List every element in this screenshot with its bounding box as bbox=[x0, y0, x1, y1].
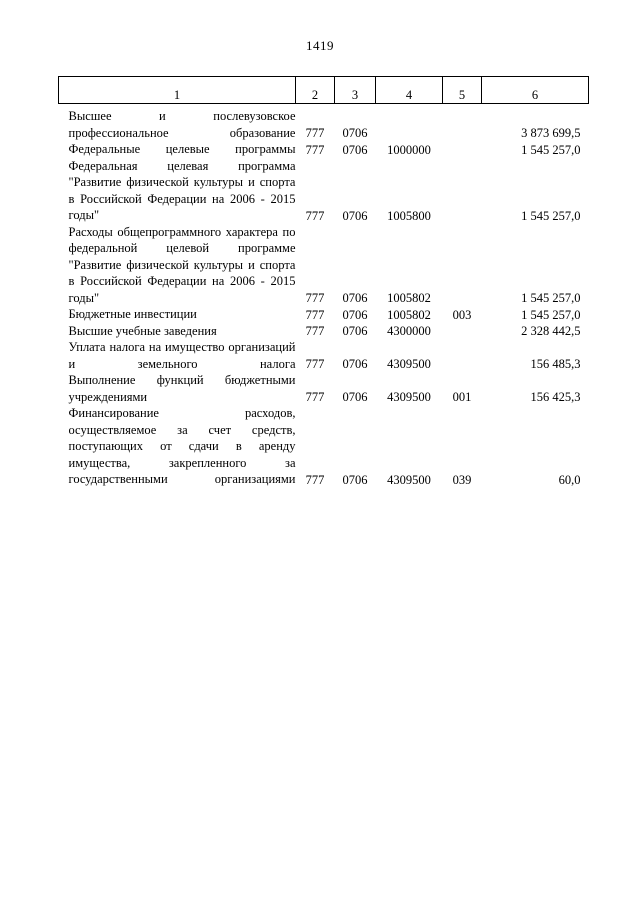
row-amount: 156 425,3 bbox=[530, 390, 581, 404]
row-name: Бюджетные инвестиции bbox=[68, 307, 197, 321]
row-section: 0706 bbox=[342, 390, 368, 404]
row-section: 0706 bbox=[342, 208, 368, 223]
row-chapter: 777 bbox=[305, 357, 325, 371]
row-chapter: 777 bbox=[305, 324, 325, 338]
table-row bbox=[59, 141, 589, 158]
row-target-code: 4309500 bbox=[387, 472, 431, 487]
row-expense-type bbox=[443, 108, 482, 141]
table-row bbox=[59, 372, 589, 405]
row-expense-type: 039 bbox=[452, 472, 472, 487]
row-target-code bbox=[376, 108, 443, 141]
row-section: 0706 bbox=[342, 291, 368, 305]
row-target-code: 4309500 bbox=[387, 357, 431, 371]
table-row bbox=[59, 339, 589, 372]
row-target-code: 4300000 bbox=[387, 324, 431, 338]
row-target-code: 1000000 bbox=[387, 142, 431, 157]
row-amount: 60,0 bbox=[558, 472, 581, 487]
row-chapter: 777 bbox=[305, 307, 325, 322]
row-section: 0706 bbox=[342, 126, 368, 140]
row-name: Уплата налога на имущество организаций и земельного налога bbox=[68, 340, 296, 371]
row-amount: 156 485,3 bbox=[530, 357, 581, 371]
row-amount: 2 328 442,5 bbox=[521, 324, 581, 338]
row-expense-type: 001 bbox=[452, 390, 472, 404]
row-expense-type bbox=[443, 224, 482, 307]
row-name: Выполнение функций бюджетными учреждениями bbox=[68, 373, 296, 404]
table-row bbox=[59, 108, 589, 141]
table-row bbox=[59, 224, 589, 307]
column-header-4: 4 bbox=[376, 77, 443, 104]
column-header-6: 6 bbox=[482, 77, 589, 104]
row-expense-type bbox=[443, 339, 482, 372]
row-expense-type bbox=[443, 323, 482, 340]
row-section: 0706 bbox=[342, 324, 368, 338]
row-chapter: 777 bbox=[305, 291, 325, 305]
row-chapter: 777 bbox=[305, 472, 325, 487]
row-target-code: 1005802 bbox=[387, 291, 431, 305]
budget-table-container bbox=[58, 76, 582, 488]
row-expense-type bbox=[443, 158, 482, 224]
table-body bbox=[59, 77, 589, 488]
row-chapter: 777 bbox=[305, 126, 325, 140]
row-amount: 1 545 257,0 bbox=[521, 142, 581, 157]
table-row bbox=[59, 405, 589, 488]
row-name: Высшее и послевузовское профессиональное образование bbox=[68, 109, 296, 140]
row-amount: 1 545 257,0 bbox=[521, 208, 581, 223]
table-row bbox=[59, 306, 589, 323]
row-target-code: 4309500 bbox=[387, 390, 431, 404]
row-amount: 3 873 699,5 bbox=[521, 126, 581, 140]
row-name: Расходы общепрограммного характера по федеральной целевой программе "Развитие физической культуры и спорта в Российской Федерации на 2006 - 2015 годы" bbox=[68, 224, 296, 305]
table-row bbox=[59, 323, 589, 340]
column-header-5: 5 bbox=[443, 77, 482, 104]
row-expense-type bbox=[443, 141, 482, 158]
row-section: 0706 bbox=[342, 307, 368, 322]
row-chapter: 777 bbox=[305, 142, 325, 157]
row-name: Финансирование расходов, осуществляемое за счет средств, поступающих от сдачи в аренду имущества, закрепленного за государственными организациями bbox=[68, 406, 296, 486]
row-chapter: 777 bbox=[305, 208, 325, 223]
row-target-code: 1005800 bbox=[387, 208, 431, 223]
column-header-3: 3 bbox=[335, 77, 376, 104]
page-number: 1419 bbox=[306, 38, 334, 53]
row-name: Высшие учебные заведения bbox=[68, 323, 217, 338]
budget-table bbox=[58, 76, 589, 488]
column-header-1: 1 bbox=[59, 77, 296, 104]
column-header-2: 2 bbox=[296, 77, 335, 104]
row-name: Федеральная целевая программа "Развитие физической культуры и спорта в Российской Федерации на 2006 - 2015 годы" bbox=[68, 158, 296, 222]
row-target-code: 1005802 bbox=[387, 307, 431, 322]
table-header-row bbox=[59, 77, 589, 104]
row-name: Федеральные целевые программы bbox=[68, 142, 296, 156]
row-chapter: 777 bbox=[305, 390, 325, 404]
row-amount: 1 545 257,0 bbox=[521, 307, 581, 322]
row-section: 0706 bbox=[342, 357, 368, 371]
row-expense-type: 003 bbox=[452, 307, 472, 322]
row-section: 0706 bbox=[342, 472, 368, 487]
table-row bbox=[59, 158, 589, 224]
row-section: 0706 bbox=[342, 142, 368, 157]
row-amount: 1 545 257,0 bbox=[521, 291, 581, 305]
